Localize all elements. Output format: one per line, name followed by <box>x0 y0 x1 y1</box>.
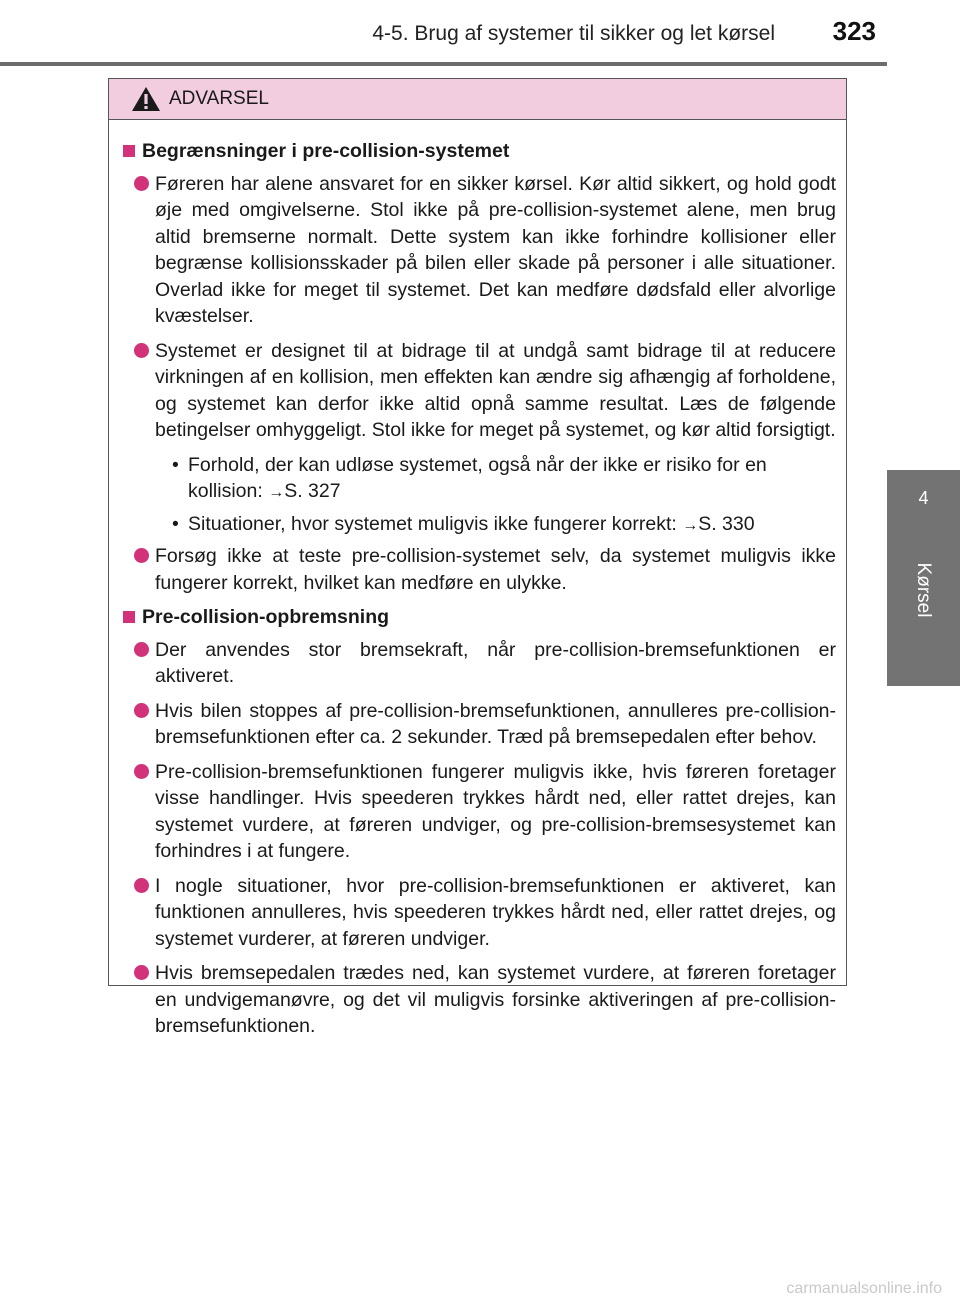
section-title <box>123 138 836 165</box>
circle-bullet-icon <box>134 965 149 980</box>
running-header-title: 4-5. Brug af systemer til sikker og let kørsel <box>372 22 775 45</box>
small-dot-icon: • <box>172 512 179 535</box>
chapter-number: 4 <box>918 488 929 508</box>
arrow-right-icon: → <box>268 484 285 501</box>
bullet-item <box>134 338 836 444</box>
page-number: 323 <box>832 16 876 46</box>
small-dot-icon: • <box>172 453 179 476</box>
arrow-right-icon: → <box>682 516 699 534</box>
section-title <box>123 604 836 631</box>
circle-bullet-icon <box>134 764 149 779</box>
sub-item-text: Forhold, der kan udløse systemet, også når der ikke er risiko for en kollision: <box>188 453 767 502</box>
bullet-text: Der anvendes stor bremsekraft, når pre-collision-bremsefunktionen er aktiveret. <box>155 638 836 687</box>
circle-bullet-icon <box>134 176 149 191</box>
bullet-text: Pre-collision-bremsefunktionen fungerer muligvis ikke, hvis føreren foretager visse handlinger. Hvis speederen trykkes hårdt ned, eller rattet drejes, kan systemet vurdere, at føreren undviger, og pre-collision-bremsesystemet kan forhindres i at fungere. <box>155 760 836 862</box>
bullet-text: Føreren har alene ansvaret for en sikker kørsel. Kør altid sikkert, og hold godt øje med omgivelserne. Stol ikke på pre-collision-systemet alene, men brug altid bremserne normalt. Dette system kan ikke forhindre kollisioner eller begrænse kollisionsskader på bilen eller skade på personer i alle situationer. Overlad ikke for meget til systemet. Det kan medføre dødsfald eller alvorlige kvæstelser. <box>155 172 836 327</box>
bullet-item <box>134 960 836 1040</box>
warning-header <box>109 79 846 120</box>
bullet-item <box>134 873 836 953</box>
bullet-item <box>134 698 836 751</box>
warning-title: ADVARSEL <box>169 88 269 109</box>
sub-list-item <box>172 511 836 540</box>
bullet-item <box>134 637 836 690</box>
circle-bullet-icon <box>134 703 149 718</box>
bullet-text: Hvis bilen stoppes af pre-collision-bremsefunktionen, annulleres pre-collision-bremsefunktionen efter ca. 2 sekunder. Træd på bremsepedalen efter behov. <box>155 699 836 748</box>
page-reference-link[interactable]: S. 330 <box>698 512 755 535</box>
circle-bullet-icon <box>134 642 149 657</box>
bullet-text: Systemet er designet til at bidrage til at undgå samt bidrage til at reducere virkningen af en kollision, men effekten kan ændre sig afhængig af forholdene, og systemet kan derfor ikke altid opnå samme resultat. Læs de følgende betingelser omhyggeligt. Stol ikke for meget på systemet, og kør altid forsigtigt. <box>155 339 836 441</box>
chapter-label: Kørsel <box>913 562 934 618</box>
chapter-side-tab <box>887 470 960 686</box>
sub-item-text: Situationer, hvor systemet muligvis ikke fungerer korrekt: <box>188 512 677 535</box>
square-bullet-icon <box>123 145 135 157</box>
bullet-item <box>134 543 836 596</box>
bullet-text: I nogle situationer, hvor pre-collision-bremsefunktionen er aktiveret, kan funktionen annulleres, hvis speederen trykkes hårdt ned, eller rattet drejes, og systemet vurderer, at føreren undviger. <box>155 874 836 950</box>
bullet-item <box>134 171 836 330</box>
circle-bullet-icon <box>134 878 149 893</box>
bullet-text: Forsøg ikke at teste pre-collision-systemet selv, da systemet muligvis ikke fungerer korrekt, hvilket kan medføre en ulykke. <box>155 545 836 594</box>
bullet-item <box>134 759 836 865</box>
watermark: carmanualsonline.info <box>786 1280 942 1297</box>
page-reference-link[interactable]: S. 327 <box>284 480 341 502</box>
section-title-text: Pre-collision-opbremsning <box>142 606 390 628</box>
section-title-text: Begrænsninger i pre-collision-systemet <box>142 140 510 162</box>
bullet-text: Hvis bremsepedalen trædes ned, kan systemet vurdere, at føreren foretager en undvigemanøvre, og det vil muligvis forsinke aktiveringen af pre-collision-bremsefunktionen. <box>155 962 836 1037</box>
warning-triangle-icon <box>131 86 161 112</box>
square-bullet-icon <box>123 611 135 623</box>
circle-bullet-icon <box>134 548 149 563</box>
sub-list-item <box>172 452 836 507</box>
warning-body <box>109 120 846 1040</box>
circle-bullet-icon <box>134 343 149 358</box>
header-rule <box>0 62 887 66</box>
warning-box <box>108 78 847 1037</box>
